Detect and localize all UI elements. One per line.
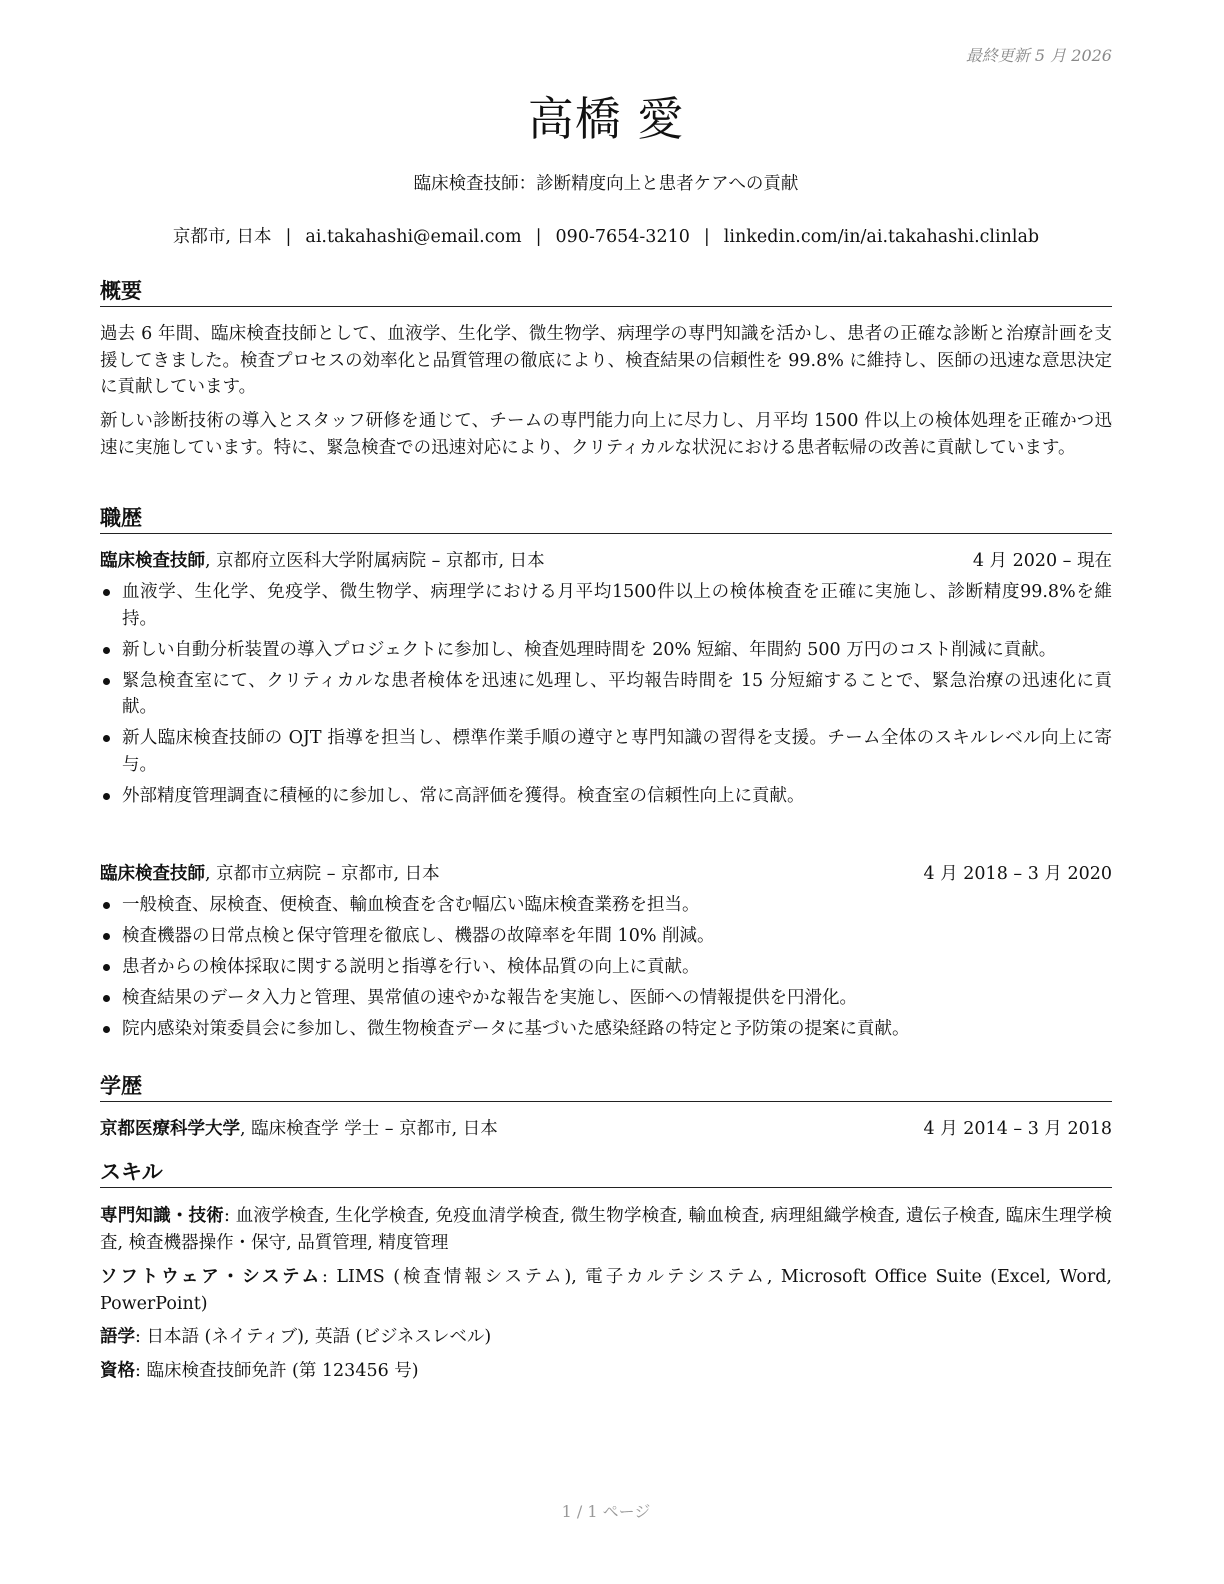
bullet-icon (103, 589, 110, 596)
headline: 臨床検査技師：診断精度向上と患者ケアへの貢献 (413, 174, 799, 194)
list-item (100, 725, 1112, 778)
section-title-skills: スキル (100, 1157, 1112, 1188)
job-role: 臨床検査技師 (100, 551, 205, 571)
skill-label: 専門知識・技術 (100, 1206, 225, 1226)
section-title-education: 学歴 (100, 1071, 1112, 1102)
contact-email[interactable]: ai.takahashi@email.com (305, 227, 522, 247)
education-detail: , 臨床検査学 学士 – 京都市, 日本 (240, 1119, 498, 1139)
resume-page (100, 0, 1112, 1584)
skill-line (100, 1358, 1112, 1385)
skill-line (100, 1203, 1112, 1256)
bullet-text: 外部精度管理調査に積極的に参加し、常に高評価を獲得。検査室の信頼性向上に貢献。 (122, 785, 805, 806)
job-org: , 京都府立医科大学附属病院 – 京都市, 日本 (205, 551, 545, 571)
last-updated: 最終更新 5 月 2026 (965, 46, 1112, 65)
education-dates: 4 月 2014 – 3 月 2018 (923, 1119, 1112, 1139)
job-title-line (100, 861, 440, 887)
education-header (100, 1116, 1112, 1142)
bullet-icon (103, 735, 110, 742)
skill-label: ソフトウェア・システム (100, 1267, 322, 1287)
list-item (100, 579, 1112, 632)
bullet-icon (103, 933, 110, 940)
contact-line (100, 224, 1112, 250)
list-item (100, 954, 1112, 981)
skill-label: 語学 (100, 1327, 135, 1347)
list-item (100, 668, 1112, 721)
list-item (100, 892, 1112, 919)
contact-separator: | (535, 227, 542, 247)
job-bullets (100, 892, 1112, 1047)
summary-paragraph: 新しい診断技術の導入とスタッフ研修を通じて、チームの専門能力向上に尽力し、月平均 1500 件以上の検体処理を正確かつ迅速に実施しています。特に、緊急検査での迅速対応により、クリティカルな状況における患者転帰の改善に貢献しています。 (100, 411, 1112, 458)
bullet-text: 新しい自動分析装置の導入プロジェクトに参加し、検査処理時間を 20% 短縮、年間約 500 万円のコスト削減に貢献。 (122, 639, 1057, 660)
skill-value: : 血液学検査, 生化学検査, 免疫血清学検査, 微生物学検査, 輸血検査, 病理組織学検査, 遺伝子検査, 臨床生理学検査, 検査機器操作・保守, 品質管理, 精度管理 (100, 1206, 1113, 1253)
education-school: 京都医療科学大学 (100, 1119, 240, 1139)
job-role: 臨床検査技師 (100, 864, 205, 884)
bullet-icon (103, 902, 110, 909)
skill-value: : 臨床検査技師免許 (第 123456 号) (135, 1361, 419, 1381)
skill-value: : 日本語 (ネイティブ), 英語 (ビジネスレベル) (135, 1327, 492, 1347)
list-item (100, 985, 1112, 1012)
bullet-text: 血液学、生化学、免疫学、微生物学、病理学における月平均1500件以上の検体検査を正確に実施し、診断精度99.8%を維持。 (122, 582, 1112, 629)
job-header (100, 861, 1112, 887)
bullet-text: 新人臨床検査技師の OJT 指導を担当し、標準作業手順の遵守と専門知識の習得を支援。チーム全体のスキルレベル向上に寄与。 (122, 728, 1112, 775)
section-title-summary: 概要 (100, 276, 1112, 307)
job-title-line (100, 548, 545, 574)
bullet-text: 一般検査、尿検査、便検査、輸血検査を含む幅広い臨床検査業務を担当。 (122, 895, 700, 915)
bullet-text: 院内感染対策委員会に参加し、微生物検査データに基づいた感染経路の特定と予防策の提案に貢献。 (122, 1019, 910, 1039)
education-line (100, 1116, 498, 1142)
list-item (100, 783, 1112, 810)
skill-line (100, 1324, 1112, 1351)
skill-label: 資格 (100, 1361, 135, 1381)
bullet-text: 検査機器の日常点検と保守管理を徹底し、機器の故障率を年間 10% 削減。 (122, 926, 715, 946)
summary-paragraph: 過去 6 年間、臨床検査技師として、血液学、生化学、微生物学、病理学の専門知識を活かし、患者の正確な診断と治療計画を支援してきました。検査プロセスの効率化と品質管理の徹底により、検査結果の信頼性を 99.8% に維持し、医師の迅速な意思決定に貢献しています。 (100, 324, 1112, 397)
bullet-text: 患者からの検体採取に関する説明と指導を行い、検体品質の向上に貢献。 (122, 957, 700, 977)
job-header (100, 548, 1112, 574)
bullet-icon (103, 1026, 110, 1033)
bullet-icon (103, 995, 110, 1002)
bullet-icon (103, 964, 110, 971)
job-org: , 京都市立病院 – 京都市, 日本 (205, 864, 440, 884)
contact-linkedin[interactable]: linkedin.com/in/ai.takahashi.clinlab (723, 227, 1040, 247)
job-bullets (100, 579, 1112, 814)
bullet-icon (103, 793, 110, 800)
bullet-text: 検査結果のデータ入力と管理、異常値の速やかな報告を実施し、医師への情報提供を円滑化。 (122, 988, 857, 1008)
contact-location: 京都市, 日本 (172, 227, 272, 247)
skill-value: : LIMS (検査情報システム), 電子カルテシステム, Microsoft Office Suite (Excel, Word, PowerPoint) (100, 1267, 1112, 1314)
bullet-text: 緊急検査室にて、クリティカルな患者検体を迅速に処理し、平均報告時間を 15 分短縮することで、緊急治療の迅速化に貢献。 (122, 670, 1112, 717)
list-item (100, 923, 1112, 950)
candidate-name: 高橋 愛 (527, 92, 685, 146)
page-indicator: 1 / 1 ページ (561, 1502, 651, 1521)
bullet-icon (103, 678, 110, 685)
section-title-experience: 職歴 (100, 503, 1112, 534)
job-dates: 4 月 2018 – 3 月 2020 (923, 864, 1112, 884)
contact-phone[interactable]: 090-7654-3210 (555, 227, 690, 247)
skill-line (100, 1264, 1112, 1317)
list-item (100, 637, 1112, 664)
job-dates: 4 月 2020 – 現在 (972, 551, 1112, 571)
contact-separator: | (703, 227, 710, 247)
bullet-icon (103, 647, 110, 654)
list-item (100, 1016, 1112, 1043)
contact-separator: | (285, 227, 292, 247)
